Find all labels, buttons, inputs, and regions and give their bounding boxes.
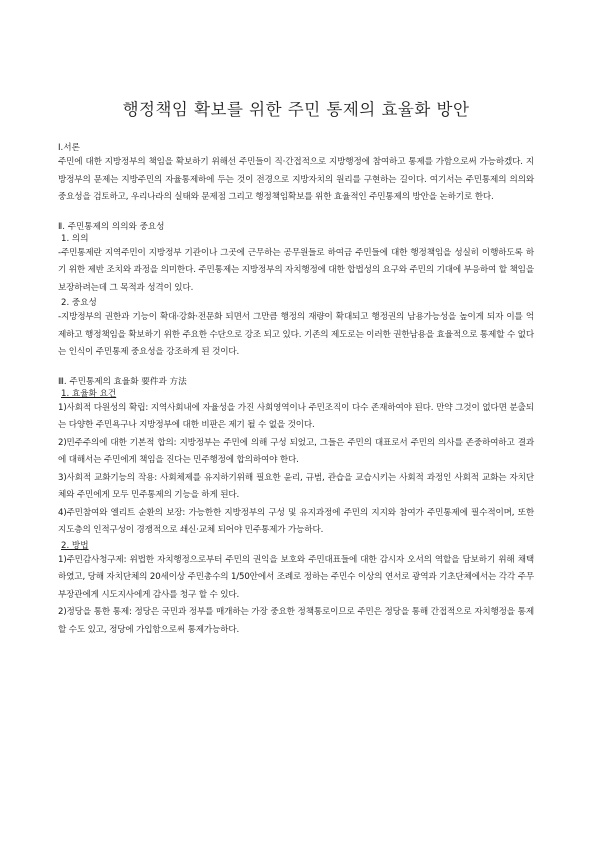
intro-paragraph: 주민에 대한 지방정부의 책임을 확보하기 위해선 주민들이 직·간접적으로 지방행정에 참여하고 통제를 가함으로써 가능하겠다. 지방정부의 문제는 지방주민의 자율통제하에 두는 것이 전경으로 지방자치의 원리를 구현하는 길이다. 여기서는 주민통제의 의의와 중요성을 검토하고, 우리나라의 실태와 문제점 그리고 행정책임확보를 위한 효율적인 주민통제의 방안을 논하기로 한다.: [58, 157, 534, 202]
requirement-item: 3)사회적 교화기능의 작용: 사회체제를 유지하기위해 필요한 윤리, 규범, 관습을 교습시키는 사회적 과정인 사회적 교화는 자치단체와 주민에게 모두 민주통제의 기능을 하게 된다.: [58, 472, 534, 500]
requirement-item: 1)사회적 다원성의 확립: 지역사회내에 자율성을 가진 사회영역이나 주민조직이 다수 존재하여야 된다. 만약 그것이 없다면 분출되는 다양한 주민욕구나 지방정부에 대한 비판은 제기 될 수 없을 것이다.: [58, 402, 534, 430]
subheading-importance: 2. 중요성: [61, 298, 97, 308]
subheading-requirements: 1. 효율화 요건: [61, 388, 117, 399]
subheading-methods: 2. 방법: [61, 540, 89, 551]
requirement-item: 4)주민참여와 엘리트 순환의 보장: 가능한한 지방정부의 구성 및 유지과정에 주민의 지지와 참여가 주민통제에 필수적이며, 또한 지도층의 인적구성이 경쟁적으로 쇄신·교체 되어야 민주통제가 가능하다.: [58, 507, 534, 535]
method-item: 2)정당을 통한 통제: 정당은 국민과 정부를 매개하는 가장 중요한 정책통로이므로 주민은 정당을 통해 간접적으로 자치행정을 통제할 수도 있고, 정당에 가입함으로써 통제가능하다.: [58, 607, 534, 635]
document-page: [58, 96, 534, 639]
section-heading-intro: Ⅰ.서론: [58, 143, 80, 153]
document-title: 행정책임 확보를 위한 주민 통제의 효율화 방안: [122, 100, 470, 119]
method-item: 1)주민감사청구제: 위법한 자치행정으로부터 주민의 권익을 보호와 주민대표들에 대한 감시자 오서의 역할을 담보하기 위해 채택하였고, 당해 자치단체의 20세이상 주민총수의 1/50안에서 조례로 정하는 주민수 이상의 연서로 광역과 기초단체에서는 각각 주무부장관에게 시도지사에게 감사를 청구 할 수 있다.: [58, 554, 534, 600]
subheading-meaning: 1. 의의: [61, 233, 89, 244]
requirement-item: 2)민주주의에 대한 기본적 합의: 지방정부는 주민에 의해 구성 되었고, 그들은 주민의 대표로서 주민의 의사를 존중하여하고 결과에 대해서는 주민에게 책임을 진다는 민주행정에 합의하여야 한다.: [58, 437, 534, 465]
importance-paragraph: -지방정부의 권한과 기능이 확대·강화·전문화 되면서 그만큼 행정의 재량이 확대되고 행정권의 남용가능성을 높이게 되자 이를 억제하고 행정책임을 확보하기 위한 주요한 수단으로 강조 되고 있다. 기존의 제도로는 이러한 권한남용을 효율적으로 통제할 수 없다는 인식이 주민통제 중요성을 강조하게 된 것이다.: [58, 312, 534, 357]
section-heading-meaning: Ⅱ. 주민통제의 의의와 중요성: [58, 221, 165, 232]
section-heading-efficiency: Ⅲ. 주민통제의 효율화 要件과 方法: [58, 376, 187, 387]
meaning-paragraph: -주민통제란 지역주민이 지방정부 기관이나 그곳에 근무하는 공무원들로 하여금 주민들에 대한 행정책임을 성실히 이행하도록 하기 위한 제반 조치와 과정을 의미한다. 주민통제는 지방정부의 자치행정에 대한 합법성의 요구와 주민의 기대에 부응하여 할 책임을 보장하려는데 그 목적과 성격이 있다.: [58, 247, 534, 293]
